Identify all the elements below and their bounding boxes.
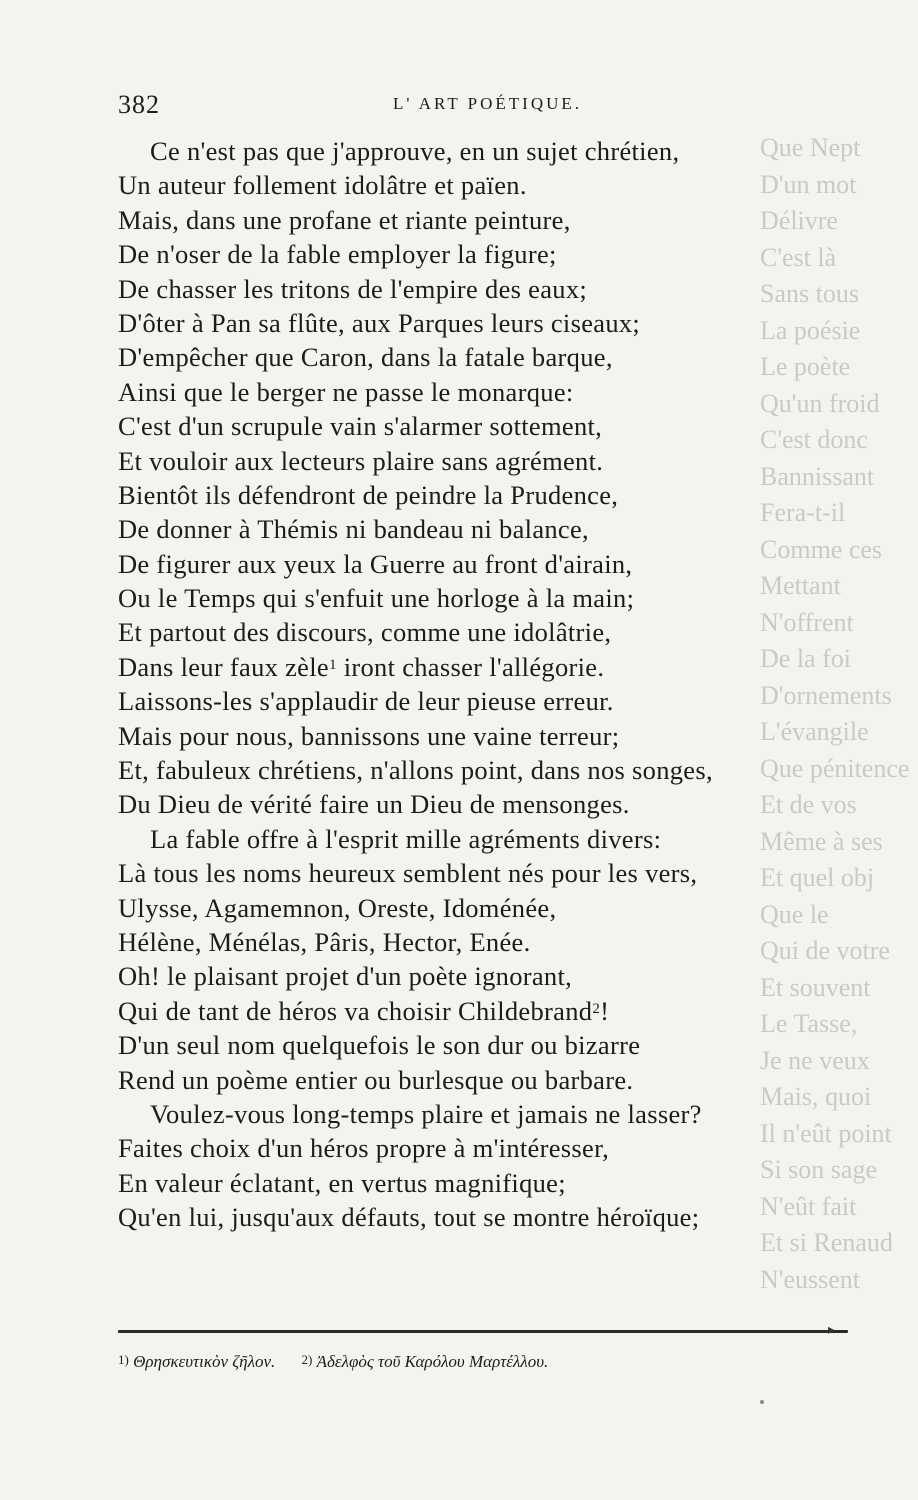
- bleed-line: Il n'eût point: [760, 1118, 892, 1148]
- verse-line: De donner à Thémis ni bandeau ni balance,: [118, 514, 589, 545]
- bleed-line: N'eussent: [760, 1264, 861, 1294]
- verse-line: Oh! le plaisant projet d'un poète ignorant,: [118, 961, 573, 992]
- divider-ornament: ▸: [828, 1323, 836, 1338]
- page-number: 382: [118, 90, 160, 119]
- bleed-line: D'un mot: [760, 169, 857, 199]
- bleed-line: Et quel obj: [760, 863, 875, 892]
- verse-line: Et partout des discours, comme une idolâtrie,: [118, 617, 612, 648]
- verse-text: iront chasser l'allégorie.: [336, 651, 605, 682]
- bleed-line: N'offrent: [760, 607, 854, 637]
- bleed-line: Si son sage: [760, 1155, 877, 1184]
- footnote-divider: [118, 1330, 848, 1333]
- footnote-1: [118, 1352, 275, 1372]
- verse-line: Ce n'est pas que j'approuve, en un sujet chrétien,: [150, 136, 680, 166]
- bleed-line: Comme ces: [760, 534, 883, 564]
- verse-line: Rend un poème entier ou burlesque ou barbare.: [118, 1064, 634, 1095]
- footnote-text: Θρησκευτικὸν ζῆλον.: [133, 1352, 276, 1371]
- verse-line: Là tous les noms heureux semblent nés pour les vers,: [118, 858, 698, 889]
- verse-line: De chasser les tritons de l'empire des eaux;: [118, 273, 588, 304]
- verse-line: De n'oser de la fable employer la figure;: [118, 239, 557, 270]
- page-header: [118, 90, 808, 124]
- verse-line: Et vouloir aux lecteurs plaire sans agrément.: [118, 445, 604, 476]
- bleed-line: N'eût fait: [760, 1191, 857, 1221]
- verse-text: Dans leur faux zèle: [118, 651, 329, 682]
- bleed-line: L'évangile: [760, 717, 869, 746]
- verse-line: Laissons-les s'applaudir de leur pieuse erreur.: [118, 686, 614, 717]
- bleed-line: Sans tous: [760, 279, 859, 308]
- bleed-line: Et souvent: [760, 972, 871, 1002]
- bleed-line: D'ornements: [760, 680, 892, 710]
- footnote-ref-1[interactable]: 1: [328, 656, 337, 673]
- bleed-line: De la foi: [760, 644, 851, 673]
- bleed-line: Même à ses: [760, 826, 883, 856]
- verse-line: Bientôt ils défendront de peindre la Prudence,: [118, 479, 619, 510]
- verse-line: Qu'en lui, jusqu'aux défauts, tout se montre héroïque;: [118, 1202, 700, 1233]
- verse-line: Voulez-vous long-temps plaire et jamais ne lasser?: [150, 1098, 702, 1129]
- verse-line: [118, 650, 818, 684]
- footnote-number: 2): [301, 1352, 313, 1367]
- verse-line: Ulysse, Agamemnon, Oreste, Idoménée,: [118, 892, 557, 923]
- bleed-line: Bannissant: [760, 461, 875, 491]
- bleed-line: La poésie: [760, 315, 861, 345]
- verse-line: C'est d'un scrupule vain s'alarmer sottement,: [118, 411, 603, 442]
- footnote-ref-2[interactable]: 2: [592, 1000, 601, 1017]
- verse-line: Ainsi que le berger ne passe le monarque:: [118, 376, 574, 407]
- bleed-line: Et de vos: [760, 790, 857, 819]
- verse-line: Mais, dans une profane et riante peinture,: [118, 204, 571, 235]
- verse-line: [118, 994, 818, 1028]
- verse-line: Du Dieu de vérité faire un Dieu de mensonges.: [118, 789, 630, 820]
- footnote-number: 1): [118, 1352, 129, 1367]
- verse-line: Et, fabuleux chrétiens, n'allons point, dans nos songes,: [118, 755, 713, 786]
- verse-line: D'empêcher que Caron, dans la fatale barque,: [118, 342, 613, 373]
- verse-text: !: [600, 995, 610, 1026]
- footnotes: [118, 1352, 818, 1372]
- paper-speck: [760, 1400, 764, 1404]
- bleed-line: C'est donc: [760, 425, 868, 454]
- verse-line: En valeur éclatant, en vertus magnifique;: [118, 1167, 566, 1198]
- bleed-line: Mettant: [760, 571, 841, 600]
- bleed-line: Qui de votre: [760, 936, 890, 965]
- verse-line: De figurer aux yeux la Guerre au front d'airain,: [118, 548, 633, 579]
- bleed-line: Le poète: [760, 352, 851, 381]
- bleed-line: Fera-t-il: [760, 498, 846, 527]
- bleed-line: Qu'un froid: [760, 388, 880, 418]
- bleed-line: Que Nept: [760, 133, 861, 162]
- verse-line: Mais pour nous, bannissons une vaine terreur;: [118, 720, 620, 751]
- verse-line: D'ôter à Pan sa flûte, aux Parques leurs ciseaux;: [118, 307, 641, 338]
- bleed-line: Le Tasse,: [760, 1009, 858, 1038]
- verse-line: Faites choix d'un héros propre à m'intéresser,: [118, 1133, 610, 1164]
- footnote-text: Ἀδελφὸς τοῦ Καρόλου Μαρτέλλου.: [316, 1352, 549, 1371]
- verse-line: D'un seul nom quelquefois le son dur ou bizarre: [118, 1030, 641, 1061]
- bleed-line: Que pénitence: [760, 753, 910, 783]
- bleed-line: Mais, quoi: [760, 1082, 872, 1111]
- verse-line: La fable offre à l'esprit mille agréments divers:: [150, 823, 662, 854]
- verse-line: Ou le Temps qui s'enfuit une horloge à la main;: [118, 583, 635, 614]
- bleed-line: Délivre: [760, 206, 838, 235]
- bleed-line: C'est là: [760, 242, 837, 272]
- verse-line: Hélène, Ménélas, Pâris, Hector, Enée.: [118, 926, 531, 957]
- poem-text: [118, 134, 818, 1235]
- bleed-line: Que le: [760, 899, 829, 929]
- bleed-line: Et si Renaud: [760, 1228, 893, 1257]
- verse-line: Un auteur follement idolâtre et païen.: [118, 170, 527, 201]
- footnote-2: [302, 1352, 549, 1372]
- running-head: L' ART POÉTIQUE.: [393, 94, 583, 113]
- verse-text: Qui de tant de héros va choisir Childebrand: [118, 995, 593, 1026]
- bleed-line: Je ne veux: [760, 1045, 870, 1075]
